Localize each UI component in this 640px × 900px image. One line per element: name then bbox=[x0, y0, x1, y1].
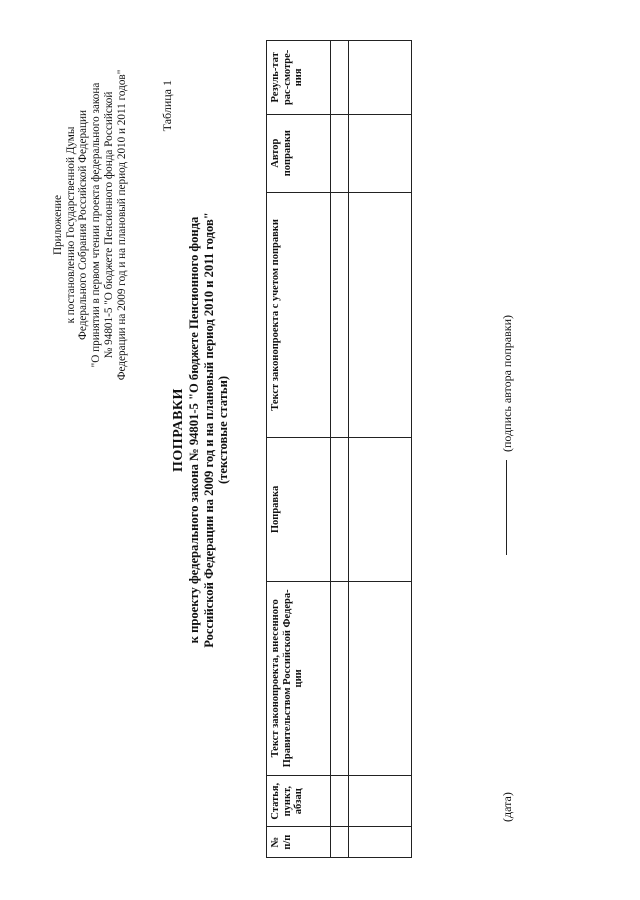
header-number: № п/п bbox=[267, 827, 331, 858]
amendments-table bbox=[266, 40, 412, 858]
table-cell bbox=[331, 192, 348, 438]
table-cell bbox=[348, 438, 411, 581]
table-cell bbox=[348, 827, 411, 858]
table-label: Таблица 1 bbox=[160, 80, 174, 132]
title-line: к проекту федерального закона № 94801-5 "О бюджете Пенсионного фонда bbox=[187, 216, 201, 644]
header-result: Резуль-тат рас-смотре-ния bbox=[267, 41, 331, 115]
header-article: Статья, пункт, абзац bbox=[267, 776, 331, 827]
table-cell bbox=[348, 776, 411, 827]
header-gov-text: Текст законопроекта, внесенного Правительством Российской Федера-ции bbox=[267, 581, 331, 776]
appendix-line: Приложение bbox=[52, 194, 64, 256]
appendix-line: "О принятии в первом чтении проекта федерального закона bbox=[90, 82, 103, 368]
title-block bbox=[170, 180, 231, 680]
table-cell bbox=[348, 114, 411, 192]
signature-line bbox=[506, 460, 507, 555]
table-cell bbox=[348, 581, 411, 776]
header-amendment: Поправка bbox=[267, 438, 331, 581]
table-cell bbox=[331, 581, 348, 776]
header-author: Автор поправки bbox=[267, 114, 331, 192]
appendix-line: Федерального Собрания Российской Федерации bbox=[77, 110, 90, 340]
table-cell bbox=[331, 827, 348, 858]
title-subline: (текстовые статьи) bbox=[216, 375, 230, 485]
header-amended-text: Текст законопроекта с учетом поправки bbox=[267, 192, 331, 438]
appendix-line: к постановлению Государственной Думы bbox=[64, 126, 77, 324]
title-line: Российской Федерации на 2009 год и на плановый период 2010 и 2011 годов" bbox=[201, 212, 216, 648]
table-header-row bbox=[267, 41, 331, 858]
table-cell bbox=[331, 41, 348, 115]
document-title: ПОПРАВКИ bbox=[171, 388, 186, 472]
table-cell bbox=[331, 438, 348, 581]
appendix-line: Федерации на 2009 год и на плановый период 2010 и 2011 годов" bbox=[115, 69, 128, 381]
appendix-line: № 94801-5 "О бюджете Пенсионного фонда Российской bbox=[102, 91, 115, 359]
table-row bbox=[348, 41, 411, 858]
date-label: (дата) bbox=[500, 792, 514, 822]
table-row bbox=[331, 41, 348, 858]
table-cell bbox=[331, 114, 348, 192]
table-cell bbox=[348, 41, 411, 115]
signature-label: (подпись автора поправки) bbox=[500, 314, 514, 452]
table-cell bbox=[331, 776, 348, 827]
table-cell bbox=[348, 192, 411, 438]
appendix-header bbox=[52, 30, 128, 420]
